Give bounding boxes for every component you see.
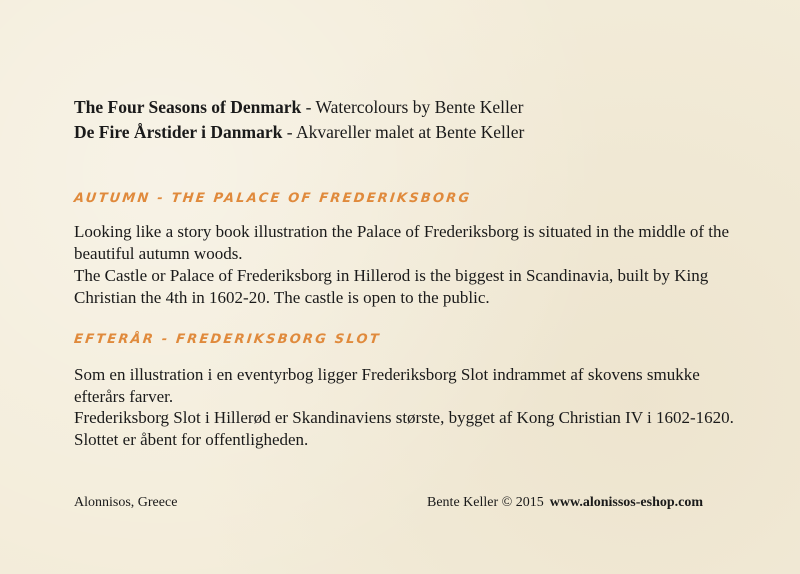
english-paragraph-2: The Castle or Palace of Frederiksborg in Hillerod is the biggest in Scandinavia, built by King Christian the 4th in 1602-20. The castle is open to the public. bbox=[74, 266, 709, 307]
english-paragraph-1: Looking like a story book illustration the Palace of Frederiksborg is situated in the middle of the beautiful autumn woods. bbox=[74, 222, 730, 263]
english-title bbox=[74, 96, 524, 118]
danish-title-rest: - Akvareller malet at Bente Keller bbox=[282, 122, 525, 142]
danish-title-bold: De Fire Årstider i Danmark bbox=[74, 122, 283, 142]
english-heading: AUTUMN - THE PALACE OF FREDERIKSBORG bbox=[73, 191, 472, 206]
english-title-bold: The Four Seasons of Denmark bbox=[74, 97, 302, 117]
danish-paragraph-2: Frederiksborg Slot i Hillerød er Skandinaviens største, bygget af Kong Christian IV i 1602-1620. Slottet er åbent for offentligheden. bbox=[74, 408, 734, 449]
footer-url-link[interactable]: www.alonissos-eshop.com bbox=[549, 495, 704, 510]
english-title-rest: - Watercolours by Bente Keller bbox=[301, 97, 524, 117]
footer-credits bbox=[427, 495, 703, 511]
danish-title bbox=[74, 121, 524, 143]
danish-paragraph-1: Som en illustration i en eventyrbog ligger Frederiksborg Slot indrammet af skovens smukke efterårs farver. bbox=[74, 365, 700, 406]
footer-copyright: Bente Keller © 2015 bbox=[427, 495, 544, 510]
danish-heading: EFTERÅR - FREDERIKSBORG SLOT bbox=[73, 332, 382, 347]
footer-location: Alonnisos, Greece bbox=[74, 495, 178, 510]
